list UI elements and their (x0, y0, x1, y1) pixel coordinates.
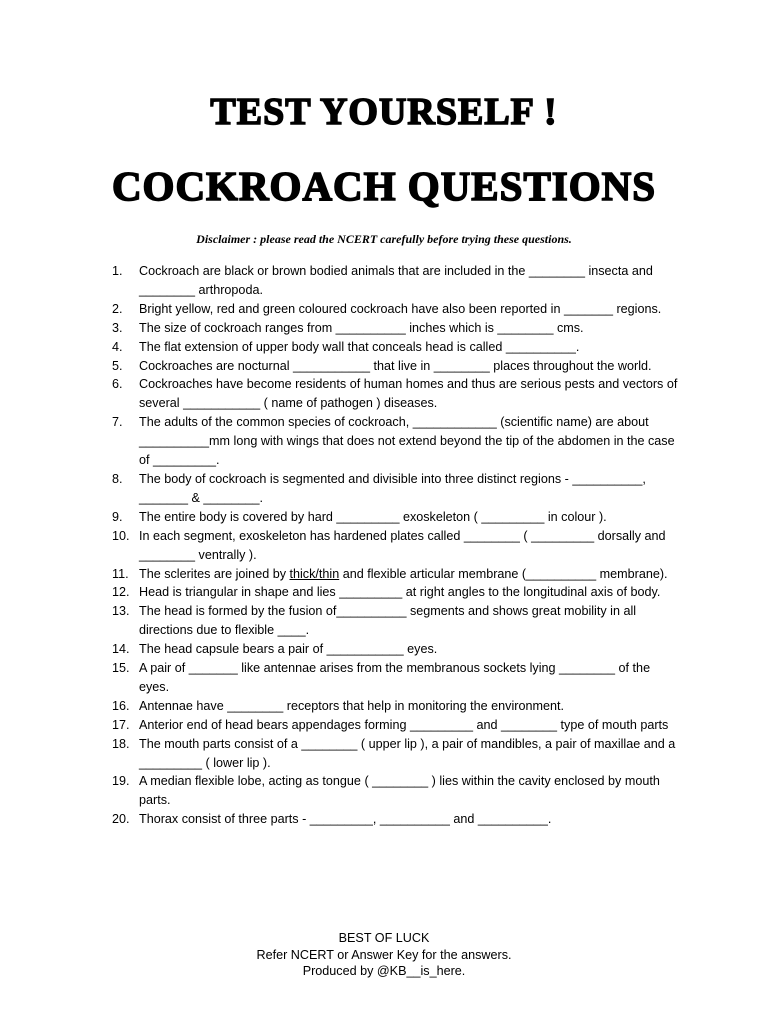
question-number: 12. (112, 585, 130, 600)
question-number: 15. (112, 661, 130, 676)
question-number: 1. (112, 264, 123, 278)
question-item (112, 527, 682, 565)
question-number: 11. (112, 566, 129, 581)
question-text: The mouth parts consist of a ________ ( upper lip ), a pair of mandibles, a pair of maxillae and a _________ ( lower lip ). (139, 736, 676, 770)
question-item (112, 810, 682, 829)
question-number: 7. (112, 415, 123, 430)
question-item (112, 357, 682, 376)
question-text: Cockroach are black or brown bodied animals that are included in the ________ insecta and ________ arthropoda. (139, 264, 653, 297)
footer-credit: Produced by @KB__is_here. (302, 964, 466, 978)
question-number: 8. (112, 471, 123, 486)
page-subtitle: COCKROACH QUESTIONS (111, 163, 657, 209)
question-item (112, 716, 682, 735)
question-text: The entire body is covered by hard _________ exoskeleton ( _________ in colour ). (139, 509, 607, 524)
question-number: 4. (112, 339, 123, 354)
question-text: Antennae have ________ receptors that help in monitoring the environment. (139, 698, 564, 713)
question-number: 9. (112, 509, 123, 524)
question-item (112, 300, 682, 319)
question-item (112, 508, 682, 527)
question-item (112, 735, 682, 773)
question-number: 20. (112, 812, 130, 827)
question-number: 2. (112, 301, 123, 316)
question-text: In each segment, exoskeleton has hardened plates called ________ ( _________ dorsally and ________ ventrally ). (139, 528, 666, 562)
question-text: A median flexible lobe, acting as tongue ( ________ ) lies within the cavity enclosed by mouth parts. (139, 774, 660, 808)
question-text: Cockroaches have become residents of human homes and thus are serious pests and vectors of several ___________ ( name of pathogen ) diseases. (139, 377, 678, 411)
question-item (112, 583, 682, 602)
question-item (112, 375, 682, 413)
footer (0, 930, 768, 980)
question-item (112, 640, 682, 659)
question-number: 16. (112, 698, 130, 713)
question-item (112, 697, 682, 716)
question-text: The size of cockroach ranges from __________ inches which is ________ cms. (139, 320, 584, 335)
question-text-after: and flexible articular membrane (__________ membrane). (339, 566, 668, 581)
question-text: Head is triangular in shape and lies _________ at right angles to the longitudinal axis of body. (139, 585, 661, 600)
underlined-choice: thick/thin (289, 566, 340, 581)
question-item (112, 772, 682, 810)
question-number: 17. (112, 717, 130, 732)
question-item (112, 262, 682, 300)
question-item (112, 338, 682, 357)
question-number: 3. (112, 320, 123, 335)
question-number: 10. (112, 528, 130, 543)
page-title: TEST YOURSELF ! (210, 91, 558, 133)
question-item (112, 470, 682, 508)
question-item (112, 659, 682, 697)
question-number: 14. (112, 642, 130, 657)
question-text: Anterior end of head bears appendages forming _________ and ________ type of mouth parts (139, 717, 669, 732)
question-text: The flat extension of upper body wall that conceals head is called __________. (139, 339, 580, 354)
question-text: Thorax consist of three parts - _________, __________ and __________. (139, 812, 552, 827)
question-text: Bright yellow, red and green coloured cockroach have also been reported in _______ regions. (139, 301, 662, 316)
question-number: 5. (112, 358, 123, 373)
question-number: 6. (112, 377, 123, 392)
question-text: The adults of the common species of cockroach, ____________ (scientific name) are about __________mm long with wings that does not extend beyond the tip of the abdomen in the case of _________. (139, 415, 675, 468)
question-list (112, 262, 682, 829)
question-item (112, 602, 682, 640)
question-item (112, 413, 682, 470)
footer-answer-note: Refer NCERT or Answer Key for the answers. (256, 947, 512, 962)
question-text: The head is formed by the fusion of__________ segments and shows great mobility in all directions due to flexible ____. (139, 604, 637, 638)
question-text: The body of cockroach is segmented and divisible into three distinct regions - __________, _______ & ________. (139, 471, 646, 505)
question-number: 18. (112, 736, 130, 751)
question-item (112, 565, 682, 584)
footer-best-of-luck: BEST OF LUCK (338, 931, 430, 945)
question-text: A pair of _______ like antennae arises from the membranous sockets lying ________ of the eyes. (139, 661, 651, 694)
question-text: Cockroaches are nocturnal ___________ that live in ________ places throughout the world. (139, 358, 652, 373)
question-item (112, 319, 682, 338)
question-text-before: The sclerites are joined by (139, 566, 290, 581)
question-number: 19. (112, 774, 130, 789)
question-number: 13. (112, 604, 130, 619)
disclaimer: Disclaimer : please read the NCERT carefully before trying these questions. (196, 232, 572, 246)
question-text: The head capsule bears a pair of ___________ eyes. (139, 642, 438, 657)
